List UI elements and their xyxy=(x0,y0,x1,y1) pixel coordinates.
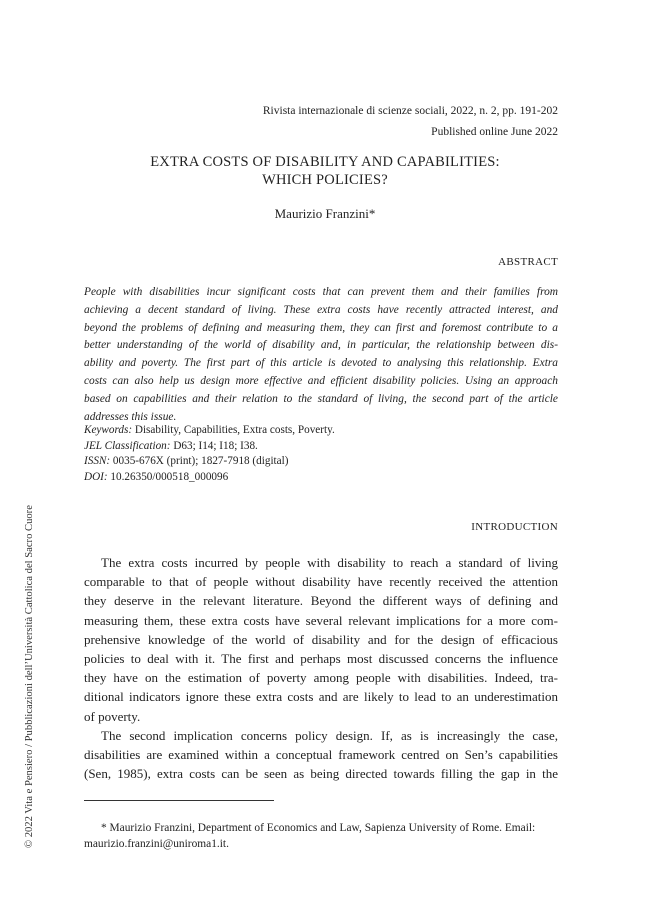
abstract-line: better understanding of the world of disability and, in particular, the relationship between dis- xyxy=(84,339,558,352)
body-text xyxy=(84,553,558,783)
abstract-line: addresses this issue. xyxy=(84,410,177,423)
meta-value: D63; I14; I18; I38. xyxy=(173,439,258,452)
body-line: they deserve in the relevant literature. Beyond the different ways of defining and xyxy=(84,593,558,609)
footnote-line: maurizio.franzini@uniroma1.it. xyxy=(84,838,229,850)
abstract-line: costs can also help us design more effective and efficient disability policies. Using an approach xyxy=(84,374,558,387)
body-line: The second implication concerns policy design. If, as is increasingly the case, xyxy=(101,727,558,743)
body-line: The extra costs incurred by people with disability to reach a standard of living xyxy=(101,555,558,570)
abstract-line: People with disabilities incur significant costs that can prevent them and their families from xyxy=(84,286,558,298)
doi-row xyxy=(84,470,335,486)
footnote-line: * Maurizio Franzini, Department of Economics and Law, Sapienza University of Rome. Email: xyxy=(101,822,536,834)
meta-value: Disability, Capabilities, Extra costs, Poverty. xyxy=(134,424,335,436)
meta-key: ISSN: xyxy=(84,455,111,467)
title-line: EXTRA COSTS OF DISABILITY AND CAPABILITIES: xyxy=(150,154,500,170)
article-metadata xyxy=(84,423,335,485)
body-line: comparable to that of people without disability have recently received the attention xyxy=(84,574,558,590)
author-footnote xyxy=(84,820,558,852)
meta-value: 0035-676X (print); 1827-7918 (digital) xyxy=(112,455,289,467)
author-name: Maurizio Franzini* xyxy=(274,206,376,221)
abstract-line: ability and poverty. The first part of this article is devoted to analysing this relationship. Extra xyxy=(84,357,558,370)
body-line: (Sen, 1985), extra costs can be seen as being directed towards filling the gap in the xyxy=(84,766,558,782)
body-line: measuring them, these extra costs have several relevant implications for a more com- xyxy=(84,612,558,628)
body-line: ditional indicators ignore these extra costs and are likely to lead to an underestimation xyxy=(84,689,558,705)
meta-key: Keywords: xyxy=(84,424,133,436)
introduction-heading: INTRODUCTION xyxy=(471,521,558,533)
jel-row xyxy=(84,439,335,455)
paper-title xyxy=(90,153,560,189)
abstract-heading: ABSTRACT xyxy=(498,256,558,268)
issn-row xyxy=(84,454,335,470)
keywords-row xyxy=(84,423,335,439)
abstract-text xyxy=(84,284,558,426)
body-line: prehensive knowledge of the world of disability and for the design of efficacious xyxy=(84,631,558,647)
journal-citation: Rivista internazionale di scienze sociali, 2022, n. 2, pp. 191-202 xyxy=(262,105,558,117)
abstract-line: beyond the problems of defining and measuring them, they can first and foremost contribute to a xyxy=(84,321,558,334)
abstract-line: based on capabilities and their relation to the standard of living, the second part of the article xyxy=(84,392,558,405)
footnote-divider xyxy=(84,800,274,801)
body-line: they have on the estimation of poverty among people with disabilities. Indeed, tra- xyxy=(84,670,558,686)
abstract-line: achieving a decent standard of living. These extra costs have recently attracted interest, and xyxy=(84,303,558,316)
body-line: of poverty. xyxy=(84,708,141,724)
title-line: WHICH POLICIES? xyxy=(262,172,388,188)
body-line: disabilities are examined within a conceptual framework centred on Sen’s capabilities xyxy=(84,746,558,762)
meta-key: DOI: xyxy=(84,470,108,483)
published-date: Published online June 2022 xyxy=(431,126,558,138)
copyright-sidebar: © 2022 Vita e Pensiero / Pubblicazioni dell’Università Cattolica del Sacro Cuore xyxy=(24,505,35,848)
body-line: policies to deal with it. The first and perhaps most discussed concerns the influence xyxy=(84,650,558,666)
meta-key: JEL Classification: xyxy=(84,439,171,452)
meta-value: 10.26350/000518_000096 xyxy=(110,470,229,483)
